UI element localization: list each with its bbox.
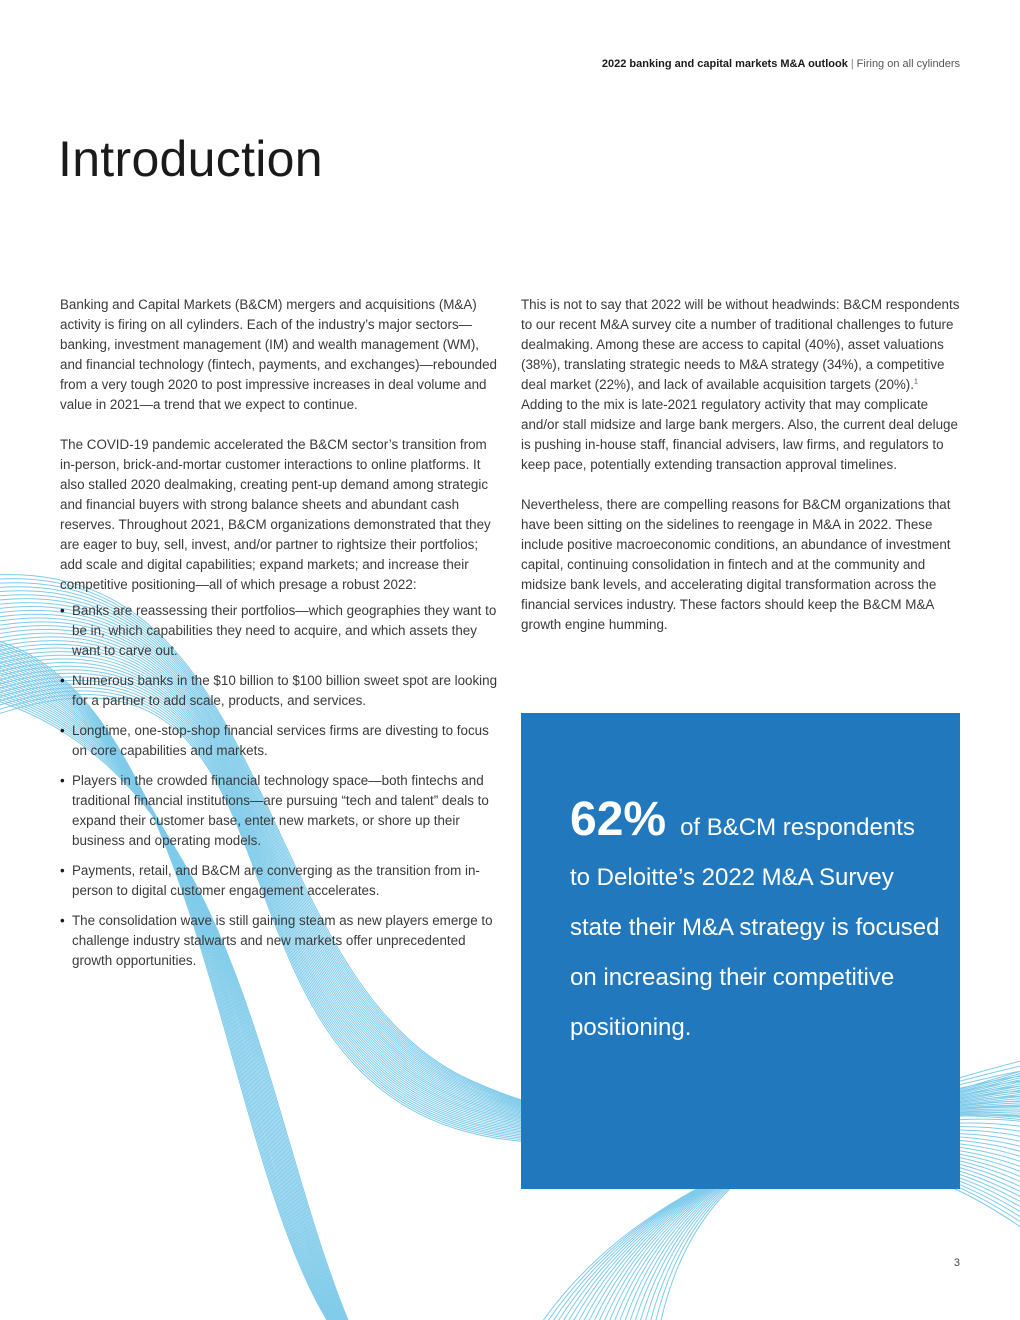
bullet-item: • Numerous banks in the $10 billion to $100 billion sweet spot are looking for a partner to add scale, products, and services. <box>60 671 498 711</box>
stat-description: of B&CM respondents to Deloitte’s 2022 M&A Survey state their M&A strategy is focused on increasing their competitive positioning. <box>570 814 940 1041</box>
report-subtitle: Firing on all cylinders <box>856 58 960 70</box>
footnote-reference: 1 <box>914 378 918 386</box>
left-column <box>60 295 498 981</box>
right-column <box>521 295 961 655</box>
bullet-item: • Payments, retail, and B&CM are converging as the transition from in-person to digital customer engagement accelerates. <box>60 861 498 901</box>
header-separator: | <box>850 58 854 70</box>
bullet-item: • Longtime, one-stop-shop financial services firms are divesting to focus on core capabilities and markets. <box>60 721 498 761</box>
report-title: 2022 banking and capital markets M&A outlook <box>601 58 848 70</box>
stat-percentage: 62% <box>570 793 667 846</box>
running-header <box>602 58 960 70</box>
intro-paragraph: Banking and Capital Markets (B&CM) mergers and acquisitions (M&A) activity is firing on all cylinders. Each of the industry’s major sectors—banking, investment management (IM) and wealth management (WM), and financial technology (fintech, payments, and exchanges)—rebounded from a very tough 2020 to post impressive increases in deal volume and value in 2021—a trend that we expect to continue. <box>60 297 497 412</box>
bullet-item: • The consolidation wave is still gaining steam as new players emerge to challenge industry stalwarts and new markets offer unprecedented growth opportunities. <box>60 911 498 971</box>
headwinds-text-continued: Adding to the mix is late-2021 regulatory activity that may complicate and/or stall midsize and large bank mergers. Also, the current deal deluge is pushing in-house staff, financial advisers, law firms, and regulators to keep pace, potentially extending transaction approval timelines. <box>521 397 958 472</box>
reasons-paragraph: Nevertheless, there are compelling reasons for B&CM organizations that have been sitting on the sidelines to reengage in M&A in 2022. These include positive macroeconomic conditions, an abundance of investment capital, continuing consolidation in fintech and at the community and midsize bank levels, and accelerating digital transformation across the financial services industry. These factors should keep the B&CM M&A growth engine humming. <box>521 497 951 632</box>
covid-paragraph: The COVID-19 pandemic accelerated the B&CM sector’s transition from in-person, brick-and-mortar customer interactions to online platforms. It also stalled 2020 dealmaking, creating pent-up demand among strategic and financial buyers with strong balance sheets and abundant cash reserves. Throughout 2021, B&CM organizations demonstrated that they are eager to buy, sell, invest, and/or partner to rightsize their portfolios; add scale and digital capabilities; expand markets; and increase their competitive positioning—all of which presage a robust 2022: <box>60 437 491 592</box>
bullet-item: • Banks are reassessing their portfolios—which geographies they want to be in, which capabilities they need to acquire, and which assets they want to carve out. <box>60 601 498 661</box>
stat-callout-text <box>570 795 940 1053</box>
headwinds-paragraph <box>521 295 961 475</box>
bullet-item: • Players in the crowded financial technology space—both fintechs and traditional financial institutions—are pursuing “tech and talent” deals to expand their customer base, enter new markets, or shore up their business and operating models. <box>60 771 498 851</box>
page-title: Introduction <box>58 131 323 187</box>
page-number: 3 <box>953 1257 960 1269</box>
headwinds-text: This is not to say that 2022 will be without headwinds: B&CM respondents to our recent M&A survey cite a number of traditional challenges to future dealmaking. Among these are access to capital (40%), asset valuations (38%), translating strategic needs to M&A strategy (34%), a competitive deal market (22%), and lack of available acquisition targets (20%). <box>521 297 960 392</box>
bullet-list <box>60 601 498 971</box>
